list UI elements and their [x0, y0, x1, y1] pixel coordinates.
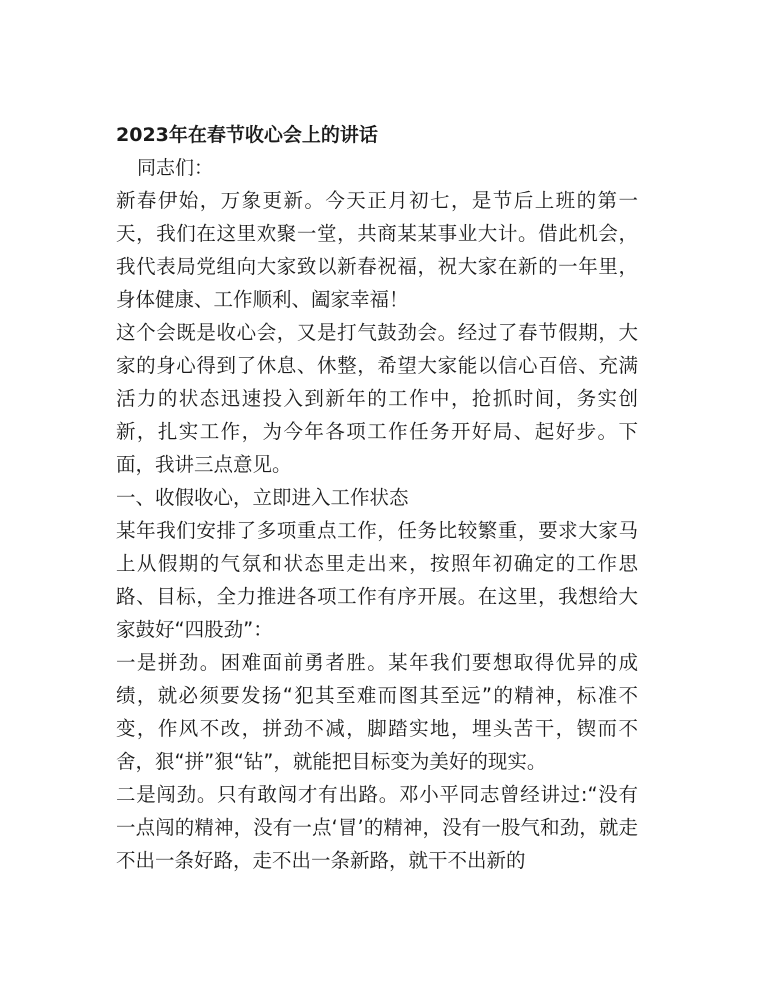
document-title: 2023年在春节收心会上的讲话 [116, 124, 378, 146]
paragraph-purpose: 这个会既是收心会，又是打气鼓劲会。经过了春节假期，大家的身心得到了休息、休整，希望大家能以信心百倍、充满活力的状态迅速投入到新年的工作中，抢抓时间，务实创新，扎实工作，为今年各项工作任务开好局、起好步。下面，我讲三点意见。 [116, 321, 638, 476]
paragraph-section-1-intro: 某年我们安排了多项重点工作，任务比较繁重，要求大家马上从假期的气氛和状态里走出来，按照年初确定的工作思路、目标，全力推进各项工作有序开展。在这里，我想给大家鼓好“四股劲”： [116, 519, 638, 641]
paragraph-pinjin: 一是拼劲。困难面前勇者胜。某年我们要想取得优异的成绩，就必须要发扬“犯其至难而图其至远”的精神，标准不变，作风不改，拼劲不减，脚踏实地，埋头苦干，锲而不舍，狠“拼”狠“钻”，就能把目标变为美好的现实。 [116, 651, 638, 773]
paragraph-chuangjin: 二是闯劲。只有敢闯才有出路。邓小平同志曾经讲过:“没有一点闯的精神，没有一点‘冒’的精神，没有一股气和劲，就走不出一条好路，走不出一条新路，就干不出新的 [116, 783, 638, 872]
paragraph-opening: 新春伊始，万象更新。今天正月初七，是节后上班的第一天，我们在这里欢聚一堂，共商某某事业大计。借此机会，我代表局党组向大家致以新春祝福，祝大家在新的一年里，身体健康、工作顺利、阖家幸福！ [116, 189, 638, 311]
document-body [116, 118, 638, 877]
section-heading-1: 一、收假收心，立即进入工作状态 [116, 486, 409, 509]
salutation: 同志们： [137, 157, 214, 179]
